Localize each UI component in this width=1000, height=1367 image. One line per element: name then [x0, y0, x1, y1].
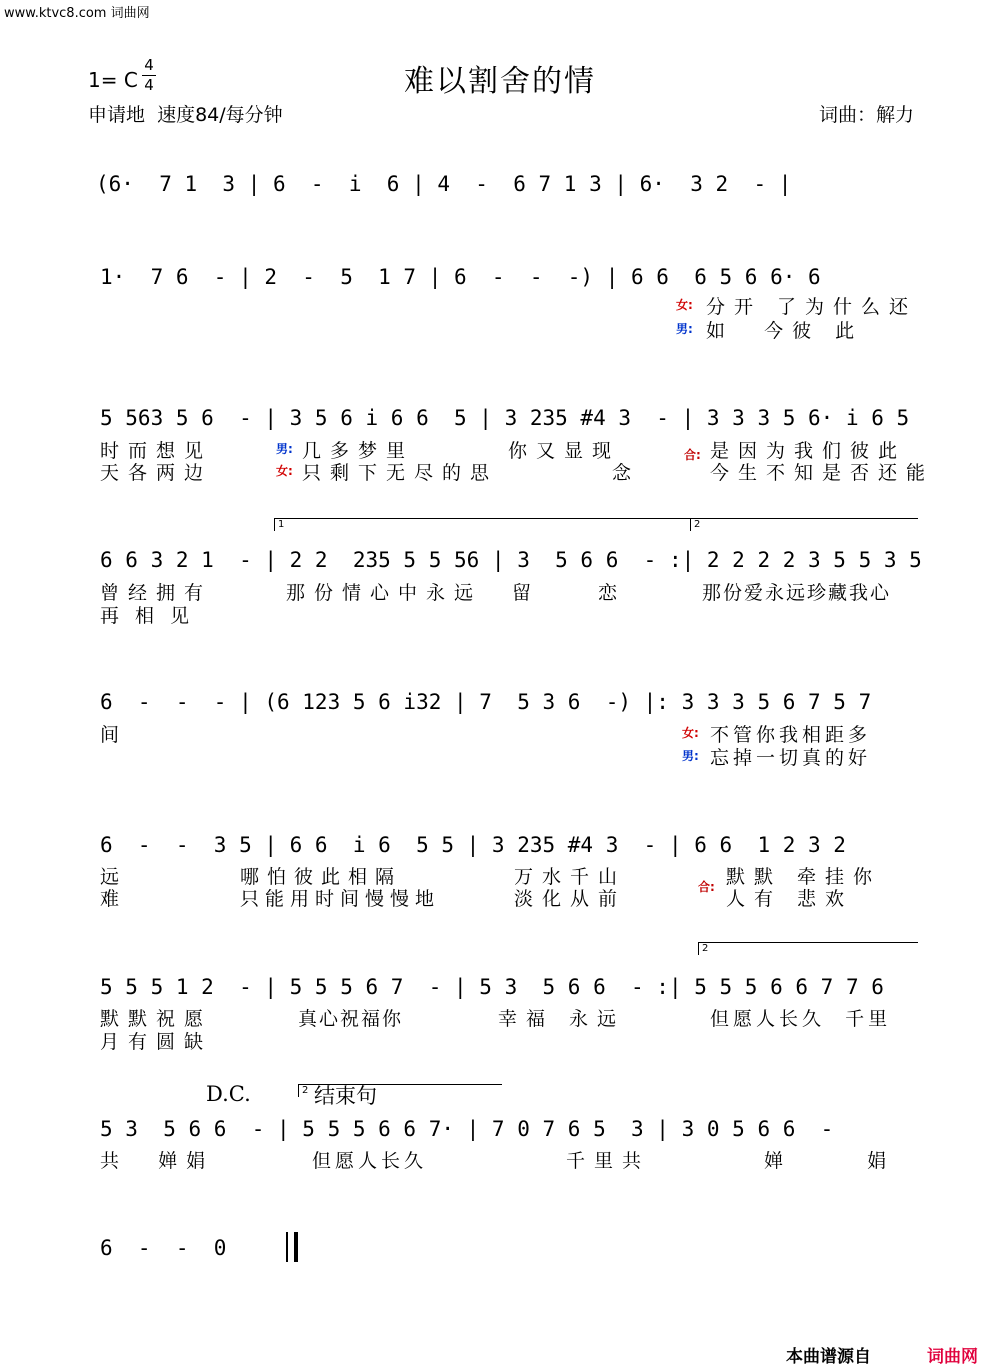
site-logo[interactable]: 词曲网: [927, 1347, 978, 1367]
volta-bracket-1: 1: [274, 518, 690, 531]
site-url: www.ktvc8.com 词曲网: [4, 6, 150, 21]
lyric-row-4a-5: 那份爱永远珍藏我心: [702, 582, 892, 604]
chorus-tag: 合:: [684, 448, 701, 462]
lyric-row-4a-1: 曾经拥有: [100, 582, 213, 604]
lyric-row-5b-2: 忘掉一切真的好: [710, 747, 872, 769]
female-tag: 女:: [276, 464, 293, 478]
male-tag: 男:: [276, 442, 293, 456]
time-signature: 4 4: [142, 58, 156, 93]
notation-row-1: (6· 7 1 3 | 6 - i 6 | 4 - 6 7 1 3 | 6· 3 2 - |: [96, 172, 792, 196]
lyric-row-6a-2: 哪怕彼此相隔: [240, 866, 403, 888]
lyric-row-3a-2: 几多梦里: [302, 440, 415, 462]
lyric-row-7b-1: 月有圆缺: [100, 1031, 213, 1053]
lyric-row-6b-3: 淡化从前: [514, 888, 627, 910]
notation-row-8: 5 3 5 6 6 - | 5 5 5 6 6 7· | 7 0 7 6 5 3 | 3 0 5 6 6 -: [100, 1117, 834, 1141]
lyric-row-8a-2: 但愿人长久: [312, 1150, 428, 1172]
volta-bracket-2: 2: [298, 1084, 502, 1097]
lyric-row-7a-2: 真心祝福你: [298, 1008, 404, 1030]
lyric-row-2b: 如 今彼 此: [706, 320, 864, 342]
notation-row-9: 6 - - 0: [100, 1236, 227, 1260]
notation-row-7: 5 5 5 1 2 - | 5 5 5 6 7 - | 5 3 5 6 6 - :| 5 5 5 6 6 7 7 6: [100, 975, 884, 999]
composer-credit: 词曲：解力: [818, 104, 914, 126]
lyric-row-4b-1: 再相见: [100, 605, 206, 627]
lyric-row-5a-1: 间: [100, 724, 129, 746]
lyric-row-4a-2: 那份情心中永远: [286, 582, 483, 604]
volta-bracket-2: 2: [690, 518, 918, 531]
lyric-row-6b-1: 难: [100, 888, 129, 910]
notation-row-4: 6 6 3 2 1 - | 2 2 235 5 5 56 | 3 5 6 6 - :| 2 2 2 2 3 5 5 3 5: [100, 548, 922, 572]
female-tag: 女:: [682, 726, 699, 740]
ending-label: 结束句: [314, 1084, 377, 1108]
female-tag: 女:: [676, 298, 693, 312]
lyric-row-8a-1: 共 婵娟: [100, 1150, 215, 1172]
final-barline: [286, 1232, 298, 1262]
lyric-row-7a-4: 但愿人长久 千里: [710, 1008, 892, 1030]
lyric-row-7a-1: 默默祝愿: [100, 1008, 213, 1030]
lyric-row-3b-3: 念: [612, 462, 641, 484]
lyric-row-7a-3: 幸福 永远: [498, 1008, 626, 1030]
source-label: 本曲谱源自: [786, 1347, 871, 1367]
key-signature: 1= C: [88, 68, 138, 92]
lyric-row-6a-4: 默默 牵挂你: [726, 866, 882, 888]
lyric-row-3a-1: 时而想见: [100, 440, 213, 462]
lyric-row-3a-4: 是因为我们彼此: [710, 440, 907, 462]
notation-row-3: 5 563 5 6 - | 3 5 6 i 6 6 5 | 3 235 #4 3 - | 3 3 3 5 6· i 6 5: [100, 406, 910, 430]
lyric-row-2a: 分开 了为什么还: [706, 296, 918, 318]
song-title: 难以割舍的情: [404, 64, 596, 99]
lyric-row-5a-2: 不管你我相距多: [710, 724, 872, 746]
lyric-row-4a-3: 留: [512, 582, 541, 604]
lyric-row-3b-2: 只剩下无尽的思: [302, 462, 499, 484]
lyric-row-6b-2: 只能用时间慢慢地: [240, 888, 441, 910]
lyric-row-3b-4: 今生不知是否还能: [710, 462, 935, 484]
lyric-row-6a-3: 万水千山: [514, 866, 627, 888]
male-tag: 男:: [676, 322, 693, 336]
notation-row-5: 6 - - - | (6 123 5 6 i32 | 7 5 3 6 -) |: 3 3 3 5 6 7 5 7: [100, 690, 872, 714]
male-tag: 男:: [682, 749, 699, 763]
volta-bracket-2: 2: [698, 942, 918, 955]
tempo-info: 申请地 速度84/每分钟: [88, 104, 283, 126]
notation-row-2: 1· 7 6 - | 2 - 5 1 7 | 6 - - -) | 6 6 6 5 6 6· 6: [100, 265, 821, 289]
notation-row-6: 6 - - 3 5 | 6 6 i 6 5 5 | 3 235 #4 3 - | 6 6 1 2 3 2: [100, 833, 846, 857]
lyric-row-4a-4: 恋: [598, 582, 627, 604]
lyric-row-8a-3: 千里共: [566, 1150, 651, 1172]
lyric-row-6b-4: 人有 悲欢: [726, 888, 854, 910]
chorus-tag: 合:: [698, 880, 715, 894]
lyric-row-3a-3: 你又显现: [508, 440, 621, 462]
lyric-row-6a-1: 远: [100, 866, 129, 888]
lyric-row-3b-1: 天各两边: [100, 462, 213, 484]
lyric-row-8a-4: 婵 娟: [764, 1150, 911, 1172]
da-capo-mark: D.C.: [206, 1082, 251, 1106]
